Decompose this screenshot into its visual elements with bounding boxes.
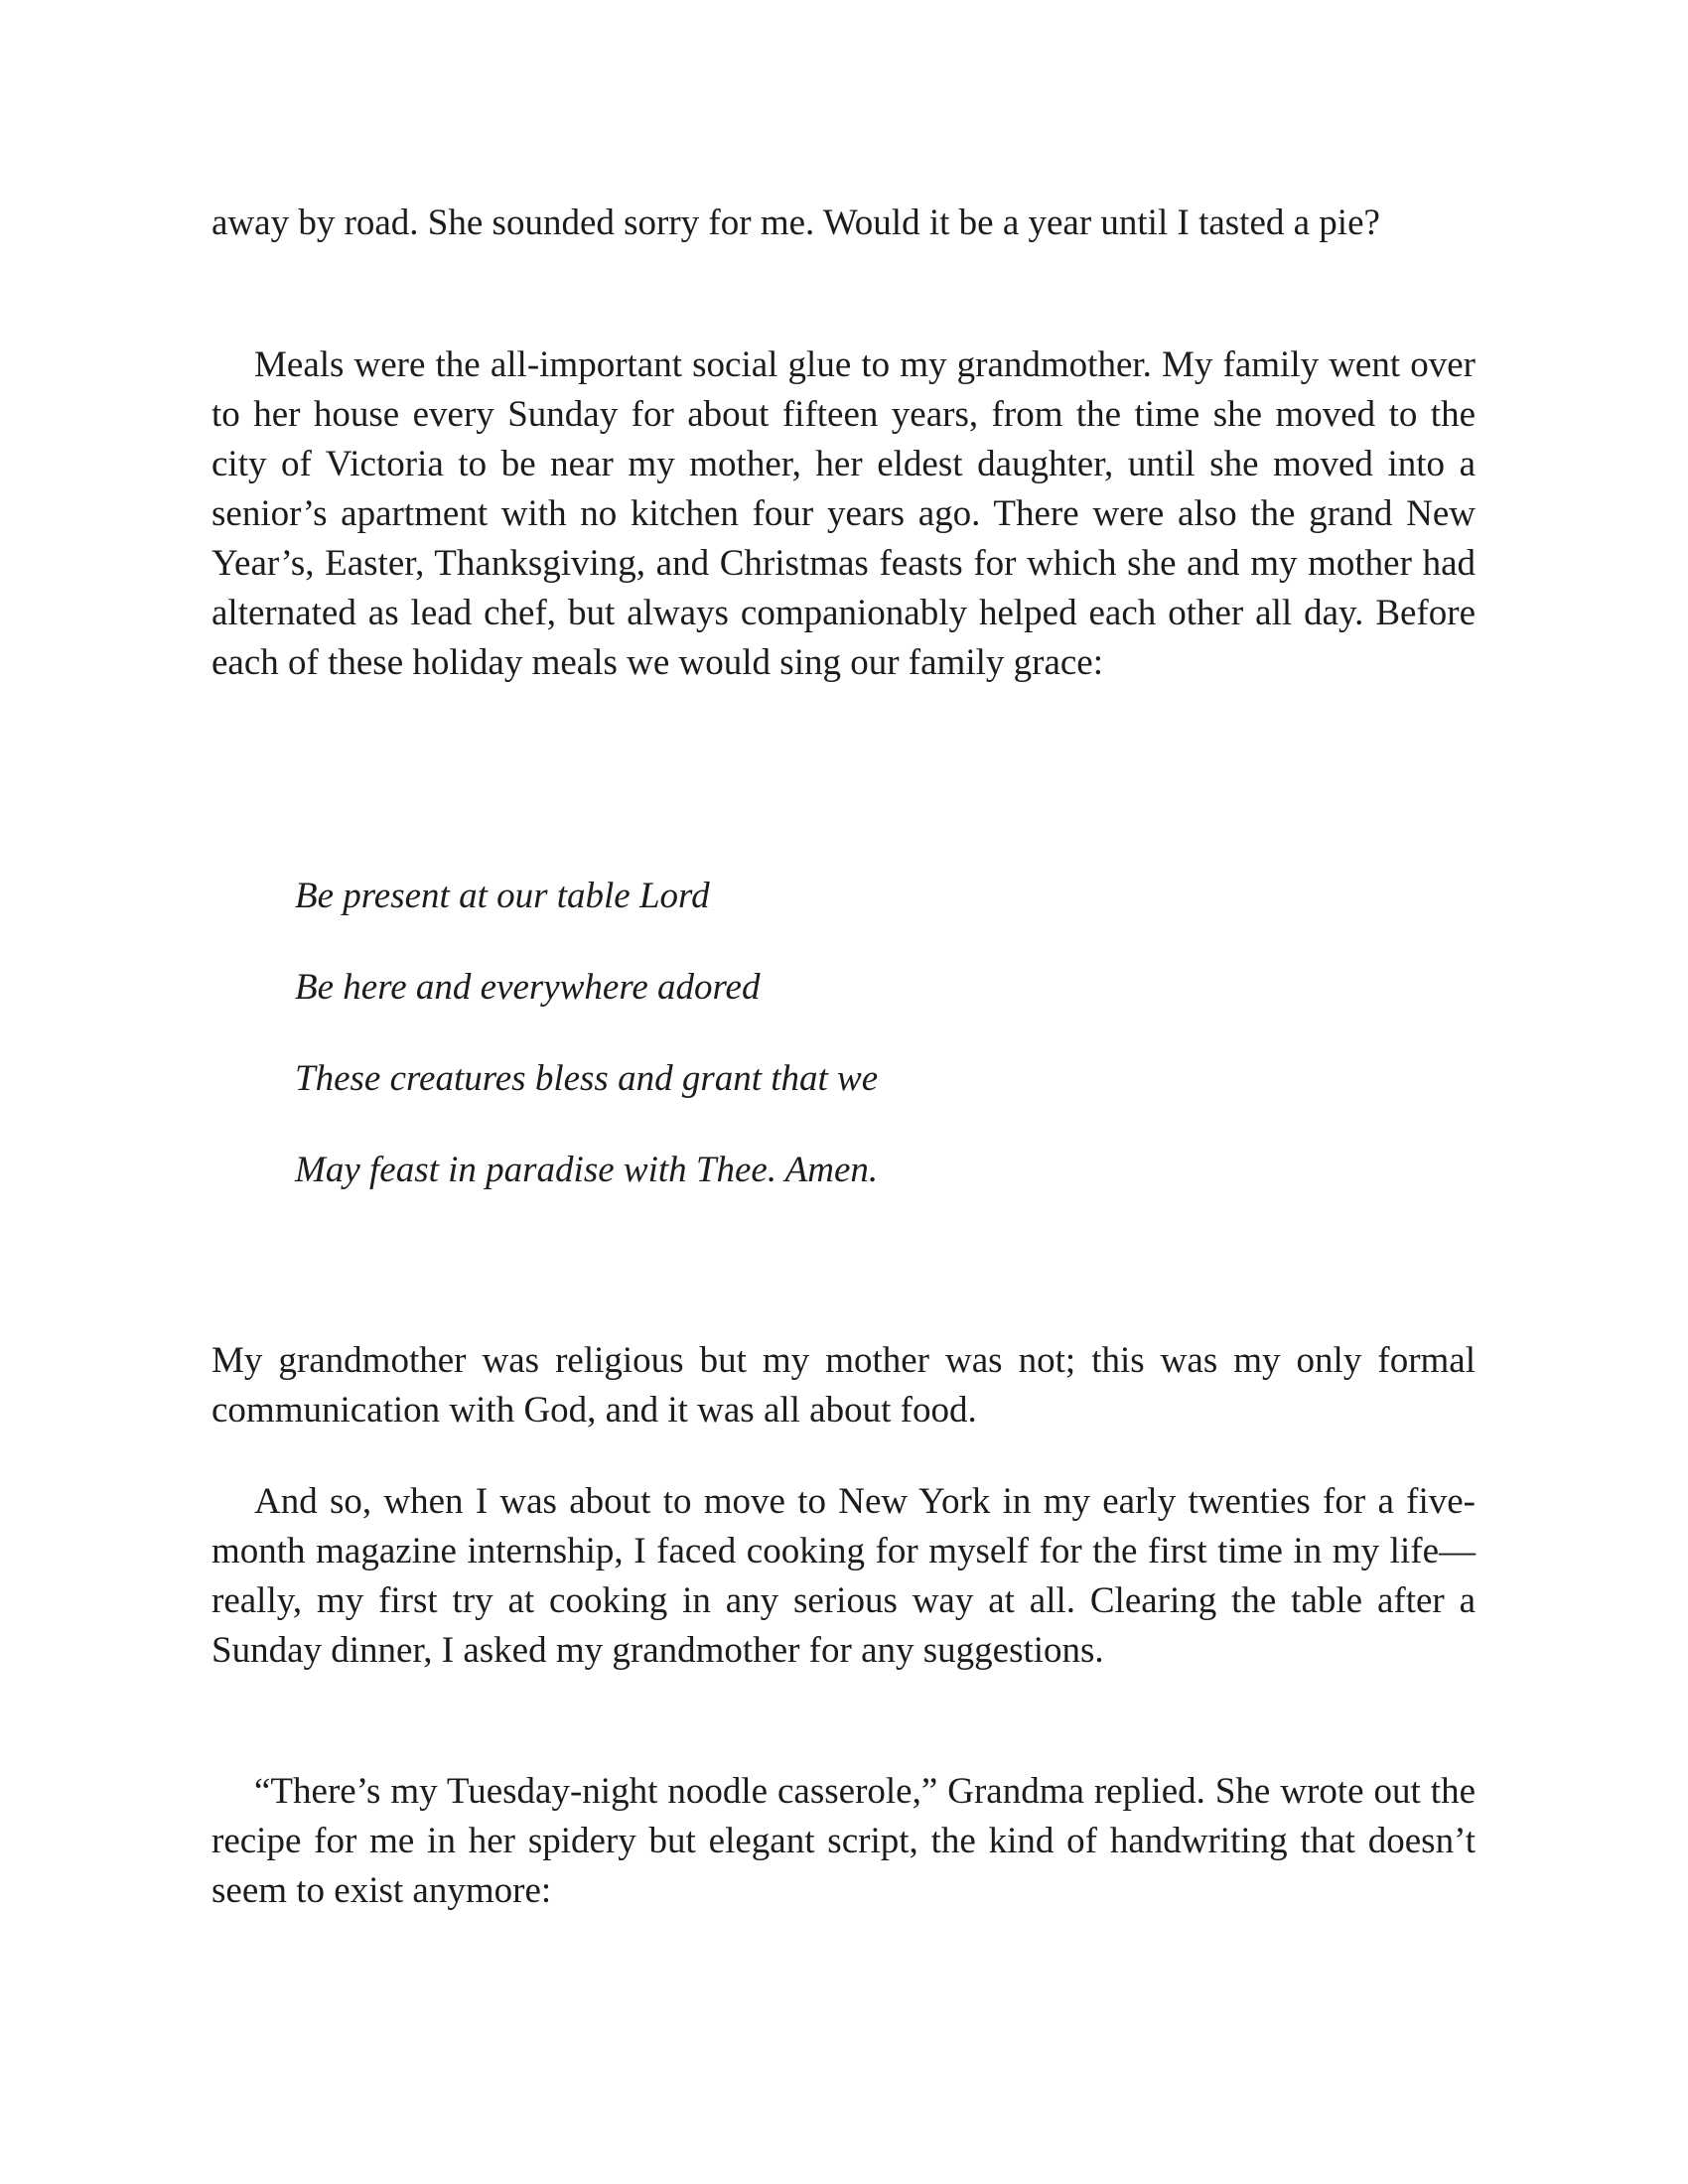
paragraph-new-york: And so, when I was about to move to New York in my early twenties for a five-month magazine internship, I faced cooking for myself for the first time in my life—really, my first try at cooking in any serious way at all. Clearing the table after a Sunday dinner, I asked my grandmother for any suggestions.: [211, 1481, 1476, 1671]
paragraph-casserole: “There’s my Tuesday-night noodle casserole,” Grandma replied. She wrote out the recipe for me in her spidery but elegant script, the kind of handwriting that doesn’t seem to exist anymore:: [211, 1771, 1476, 1911]
paragraph-religion: My grandmother was religious but my mother was not; this was my only formal communication with God, and it was all about food.: [211, 1340, 1476, 1431]
grace-line: Be present at our table Lord: [295, 876, 710, 916]
grace-line: Be here and everywhere adored: [295, 967, 761, 1008]
paragraph-continuation: away by road. She sounded sorry for me. Would it be a year until I tasted a pie?: [211, 203, 1380, 243]
paragraph-meals: Meals were the all-important social glue to my grandmother. My family went over to her house every Sunday for about fifteen years, from the time she moved to the city of Victoria to be near my mother, her eldest daughter, until she moved into a senior’s apartment with no kitchen four years ago. There were also the grand New Year’s, Easter, Thanksgiving, and Christmas feasts for which she and my mother had alternated as lead chef, but always companionably helped each other all day. Before each of these holiday meals we would sing our family grace:: [211, 344, 1476, 683]
family-grace-verse: [295, 872, 878, 1237]
grace-line: May feast in paradise with Thee. Amen.: [295, 1150, 879, 1190]
grace-line: These creatures bless and grant that we: [295, 1058, 879, 1099]
